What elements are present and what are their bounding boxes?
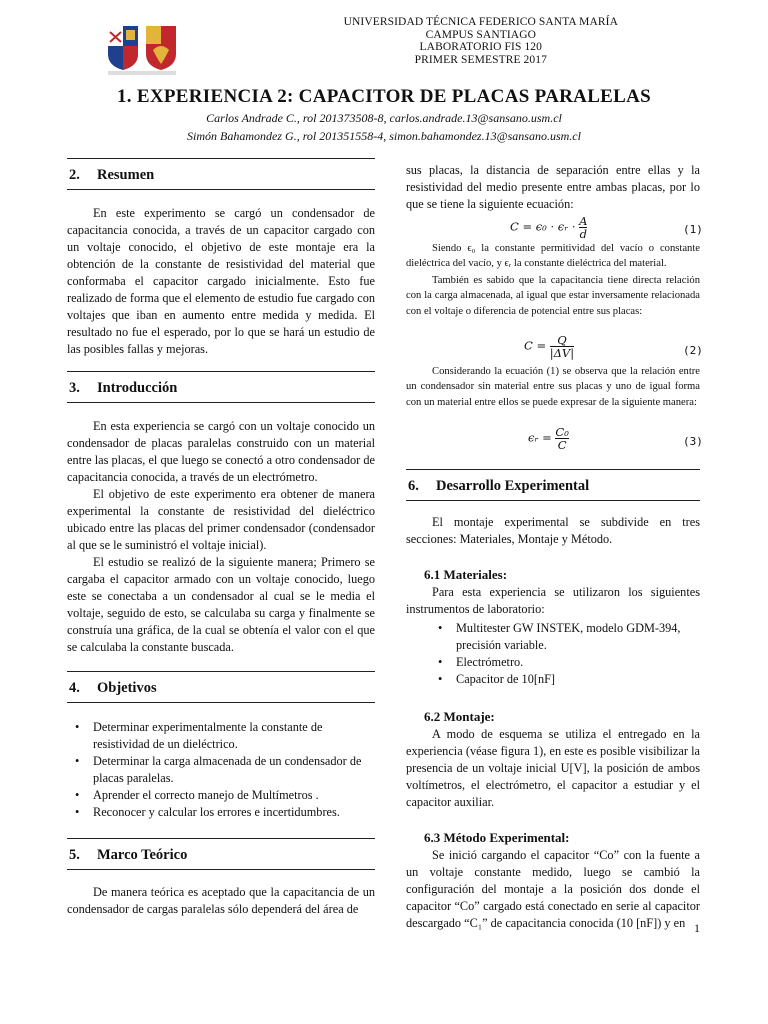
marco-eps-text: Siendo ϵ₀ la constante permitividad del vacío o constante dieléctrica del vacío, y ϵᵣ la constante dieléctrica del material. bbox=[406, 243, 700, 270]
list-item: • Determinar la carga almacenada de un condensador de placas paralelas. bbox=[67, 753, 375, 787]
university-logo bbox=[104, 24, 182, 76]
list-item: • Determinar experimentalmente la constante de resistividad de un dieléctrico. bbox=[67, 719, 375, 753]
section-resumen-heading: 2. Resumen bbox=[67, 158, 375, 190]
section-objetivos-heading: 4. Objetivos bbox=[67, 671, 375, 703]
shield-right-icon bbox=[146, 26, 176, 70]
montaje-text: A modo de esquema se utiliza el entregado en la experiencia (véase figura 1), en este es posible visibilizar la presencia de un voltaje inicial U[V], la posición de ambos voltímetros, el electrómetro, el capacitor a estudiar y el capacitor auxiliar. bbox=[406, 727, 700, 809]
materiales-list bbox=[430, 620, 700, 688]
page-number: 1 bbox=[694, 921, 700, 935]
paper-title: 1. EXPERIENCIA 2: CAPACITOR DE PLACAS PARALELAS bbox=[116, 86, 652, 107]
equation-2: C = $\frac{Q}{|\Delta V|}$ bbox=[524, 333, 575, 360]
objetivos-list bbox=[67, 719, 375, 821]
list-item: • Multitester GW INSTEK, modelo GDM-394, precisión variable. bbox=[430, 620, 700, 654]
list-item: • Reconocer y calcular los errores e incertidumbres. bbox=[67, 804, 375, 821]
author-2: Simón Bahamondez G., rol 201351558-4, simon.bahamondez.13@sansano.usm.cl bbox=[187, 129, 581, 143]
equation-2-label: (2) bbox=[683, 344, 703, 357]
university-header: UNIVERSIDAD TÉCNICA FEDERICO SANTA MARÍA CAMPUS SANTIAGO LABORATORIO FIS 120 PRIMER SEMESTRE 2017 bbox=[343, 16, 618, 66]
introduccion-text: En esta experiencia se cargó con un voltaje conocido un condensador de placas paralelas construido con un material entre las placas, el que luego se conectó a otro condensador de capacitancia conocida, a través de un electrómetro. El objetivo de este experimento era obtener de manera experimental la constante de resistividad del dieléctrico ubicado entre las placas del primer condensador (condensador al que se le suministró el voltaje inicial). El estudio se realizó de la siguiente manera; Primero se cargaba el capacitor armado con un voltaje conocido, luego este se conectaba a un condensador al cual se le media el voltaje, seguido de esto, se calculaba su carga y finalmente se construía una gráfica, de la cual se obtenía el valor con el que se calculaba la constante buscada. bbox=[67, 419, 375, 654]
desarrollo-intro: El montaje experimental se subdivide en tres secciones: Materiales, Montaje y Método. bbox=[406, 515, 700, 546]
author-1: Carlos Andrade C., rol 201373508-8, carlos.andrade.13@sansano.usm.cl bbox=[206, 111, 562, 125]
equation-1: C = ϵ₀ · ϵᵣ · $\frac{A}{d}$ bbox=[510, 214, 588, 241]
marco-capacitance-text: También es sabido que la capacitancia tiene directa relación con la carga almacenada, al igual que estar inversamente relacionada con el voltaje o diferencia de potencial entre sus placas: bbox=[406, 275, 700, 317]
montaje-heading: 6.2 Montaje: bbox=[424, 709, 495, 724]
section-marco-heading: 5. Marco Teórico bbox=[67, 838, 375, 870]
list-item: • Electrómetro. bbox=[430, 654, 700, 671]
resumen-text: En este experimento se cargó un condensador de capacitancia conocida, a través de un capacitor cargado con un voltaje conocido, el objetivo de este montaje era la obtención de la constante de resistividad del material que conformaba el capacitor cargado inicialmente. Esto fue realizado de forma que el elemento de estudio fue cargado con voltajes que iban en aumento entre medida y medida. El resultado no fue el esperado, por lo que se hará un estudio de las posibles fallas y mejoras. bbox=[67, 206, 375, 356]
list-item: • Capacitor de 10[nF] bbox=[430, 671, 700, 688]
marco-cont-text: sus placas, la distancia de separación entre ellas y la resistividad del medio presente entre ambas placas, por lo que se tiene la siguiente ecuación: bbox=[406, 163, 700, 211]
section-introduccion-heading: 3. Introducción bbox=[67, 371, 375, 403]
metodo-heading: 6.3 Método Experimental: bbox=[424, 830, 570, 845]
list-item: • Aprender el correcto manejo de Multímetros . bbox=[67, 787, 375, 804]
materiales-text: Para esta experiencia se utilizaron los siguientes instrumentos de laboratorio: bbox=[406, 585, 700, 616]
equation-3: ϵᵣ = $\frac{\text{C₀}}{C}$ bbox=[528, 425, 569, 452]
equation-1-label: (1) bbox=[683, 223, 703, 236]
section-desarrollo-heading: 6. Desarrollo Experimental bbox=[406, 469, 700, 501]
marco-text: De manera teórica es aceptado que la capacitancia de un condensador de cargas paralelas sólo dependerá del área de bbox=[67, 885, 375, 916]
marco-relation-text: Considerando la ecuación (1) se observa que la relación entre un condensador sin material entre sus placas y uno de igual forma con un material entre ellos se puede expresar de la siguiente manera: bbox=[406, 366, 700, 408]
materiales-heading: 6.1 Materiales: bbox=[424, 567, 508, 582]
shield-left-icon bbox=[108, 26, 138, 70]
metodo-text: Se inició cargando el capacitor “Co” con la fuente a un voltaje constante medido, luego se cambió la configuración del montaje a la posición dos donde el capacitor “Co” cargado está conectado en serie al capacitor descargado “C₁” de capacitancia conocida (10 [nF]) y en bbox=[406, 848, 700, 930]
equation-3-label: (3) bbox=[683, 435, 703, 448]
